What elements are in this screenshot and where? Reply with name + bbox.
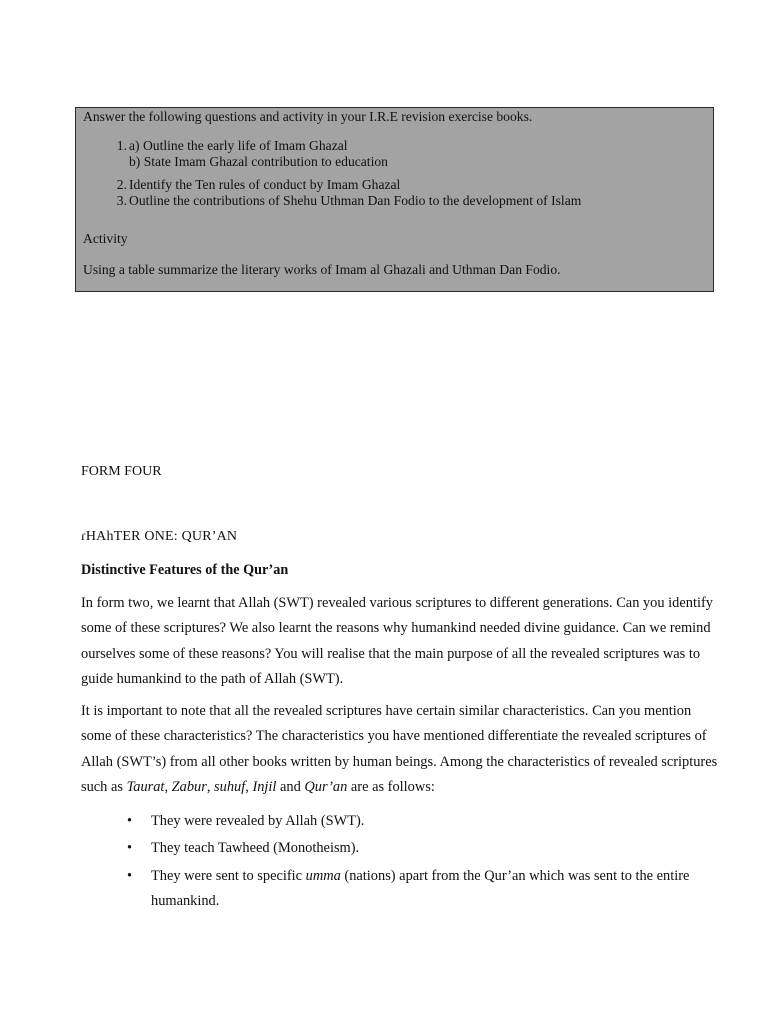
list-item-text xyxy=(151,868,689,909)
question-number: 3. xyxy=(116,193,127,208)
list-item-text: They were revealed by Allah (SWT). xyxy=(151,813,365,829)
scripture-injil: Injil xyxy=(252,778,277,795)
scripture-zabur: Zabur xyxy=(171,778,207,795)
question-1b-text: b) State Imam Ghazal contribution to education xyxy=(129,154,388,169)
term-umma: umma xyxy=(305,867,341,884)
form-heading: FORM FOUR xyxy=(81,464,162,479)
chapter-heading: ɾHAhTER ONE: QUR’AN xyxy=(81,529,238,544)
scripture-quran: Qur’an xyxy=(304,778,348,795)
bullet-icon: • xyxy=(127,867,133,884)
question-number: 2. xyxy=(116,177,127,192)
list-item-lead: They were sent to specific xyxy=(151,867,306,884)
revision-exercise-box xyxy=(75,107,714,292)
scripture-suhuf: suhuf xyxy=(214,778,246,795)
paragraph-2-tail: are as follows: xyxy=(347,778,435,795)
question-2-text: Identify the Ten rules of conduct by Imam Ghazal xyxy=(129,177,401,192)
paragraph-2 xyxy=(81,699,721,800)
list-item-tail: (nations) apart from the Qur’an which was sent to the entire humankind. xyxy=(151,867,690,909)
separator: , xyxy=(245,778,253,795)
bullet-icon: • xyxy=(127,840,133,857)
separator: , xyxy=(164,778,172,795)
question-1a-text: a) Outline the early life of Imam Ghazal xyxy=(129,138,348,153)
bullet-icon: • xyxy=(127,813,133,829)
list-item xyxy=(124,809,724,834)
separator: , xyxy=(206,778,215,795)
list-item-text: They teach Tawheed (Monotheism). xyxy=(151,840,360,857)
paragraph-1: In form two, we learnt that Allah (SWT) revealed various scriptures to different generations. Can you identify some of these scriptures? We also learnt the reasons why humankind needed divine guidance. Can we remind ourselves some of these reasons? You will realise that the main purpose of all the revealed scriptures was to guide humankind to the path of Allah (SWT). xyxy=(81,595,713,687)
exercise-instructions: Answer the following questions and activity in your I.R.E revision exercise books. xyxy=(83,109,533,124)
question-3-text: Outline the contributions of Shehu Uthman Dan Fodio to the development of Islam xyxy=(129,193,582,208)
list-item xyxy=(124,864,724,915)
conjunction: and xyxy=(276,778,305,795)
characteristics-list xyxy=(124,809,724,914)
scripture-taurat: Taurat xyxy=(126,778,165,795)
list-item xyxy=(124,836,724,861)
section-title: Distinctive Features of the Qur’an xyxy=(81,562,289,578)
activity-text: Using a table summarize the literary works of Imam al Ghazali and Uthman Dan Fodio. xyxy=(83,262,561,277)
paragraph-2-text: It is important to note that all the revealed scriptures have certain similar characteristics. Can you mention some of these characteristics? The characteristics you have mentioned differentiate the revealed scriptures of Allah (SWT’s) from all other books written by human beings. Among the characteristics of revealed scriptures such as xyxy=(81,703,718,795)
question-number: 1. xyxy=(116,138,127,153)
activity-heading: Activity xyxy=(83,231,128,246)
